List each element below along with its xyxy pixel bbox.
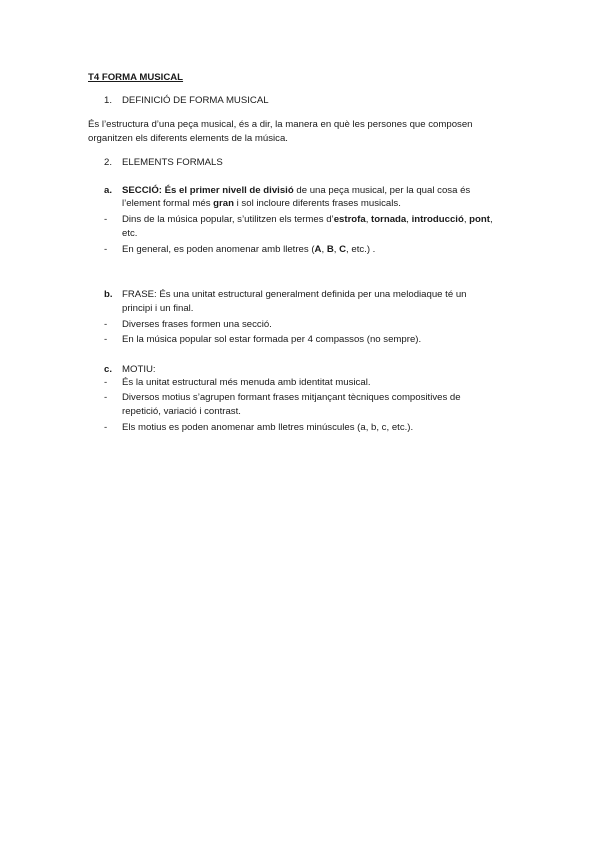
- item-a-bullet2-p3: ,: [333, 244, 340, 255]
- item-c-bullet1: És la unitat estructural més menuda amb identitat musical.: [122, 377, 371, 388]
- item-b-bullet1-dash: -: [104, 319, 108, 330]
- section2-heading: ELEMENTS FORMALS: [122, 157, 223, 168]
- item-a-bullet1-b1: estrofa: [333, 214, 366, 225]
- item-a-l2-p1: l’element formal més: [122, 198, 214, 209]
- item-a-bullet2-p2: ,: [321, 244, 327, 255]
- item-a-bullet1-b4: pont: [469, 214, 490, 225]
- item-a-line2: [122, 198, 401, 210]
- item-c-bullet2: Diversos motius s’agrupen formant frases mitjançant tècniques compositives de: [122, 392, 461, 403]
- item-c-bullet1-dash: -: [104, 377, 108, 388]
- item-b-line1: FRASE: És una unitat estructural generalment definida per una melodiaque té un: [122, 289, 467, 300]
- item-a-marker: a.: [104, 185, 113, 196]
- item-a-bullet2-b3: C: [339, 244, 347, 255]
- item-a-bullet1-p3: ,: [406, 214, 412, 225]
- item-a-bullet2-b2: B: [326, 244, 334, 255]
- item-a-bullet2-b1: A: [314, 244, 322, 255]
- item-a-bullet1-p1: Dins de la música popular, s’utilitzen els termes d’: [122, 214, 334, 225]
- item-c-marker: c.: [104, 364, 113, 375]
- section1-paragraph-line2: organitzen els diferents elements de la música.: [88, 133, 288, 144]
- item-a-l1-p2: de una peça musical, per la qual cosa és: [293, 185, 471, 196]
- item-a-l2-bold: gran: [213, 198, 234, 209]
- section1-heading: DEFINICIÓ DE FORMA MUSICAL: [122, 95, 269, 106]
- item-a-bullet1-b3: introducció: [411, 214, 464, 225]
- item-c-label: MOTIU:: [122, 364, 156, 375]
- item-c-bullet2-cont: repetició, variació i contrast.: [122, 406, 241, 417]
- item-a-bullet1-p2: ,: [365, 214, 372, 225]
- item-a-bullet2: [122, 244, 375, 256]
- item-a-l1-bold: primer nivell de divisió: [189, 185, 294, 196]
- item-a-bullet2-dash: -: [104, 244, 108, 255]
- item-a-bullet2-p4: , etc.) .: [346, 244, 376, 255]
- item-b-bullet1: Diverses frases formen una secció.: [122, 319, 272, 330]
- item-a-l1-p1: És el: [161, 185, 190, 196]
- item-a-bullet1-p5: ,: [489, 214, 493, 225]
- item-b-bullet2-dash: -: [104, 334, 108, 345]
- item-a-bullet1: [122, 214, 493, 226]
- item-c-bullet3-dash: -: [104, 422, 108, 433]
- section2-number: 2.: [104, 157, 113, 168]
- item-a-label: SECCIÓ:: [122, 185, 162, 196]
- item-a-l2-p2: i sol incloure diferents frases musicals.: [233, 198, 401, 209]
- section1-paragraph-line1: És l’estructura d’una peça musical, és a dir, la manera en què les persones que composen: [88, 119, 473, 130]
- item-a-bullet1-p4: ,: [463, 214, 470, 225]
- item-a-bullet1-b2: tornada: [371, 214, 407, 225]
- item-b-bullet2: En la música popular sol estar formada per 4 compassos (no sempre).: [122, 334, 422, 345]
- item-c-bullet3: Els motius es poden anomenar amb lletres minúscules (a, b, c, etc.).: [122, 422, 414, 433]
- item-a-bullet1-dash: -: [104, 214, 108, 225]
- item-c-bullet2-dash: -: [104, 392, 108, 403]
- section1-number: 1.: [104, 95, 113, 106]
- item-b-marker: b.: [104, 289, 113, 300]
- item-b-line2: principi i un final.: [122, 303, 194, 314]
- item-a-line1: [122, 185, 470, 197]
- item-a-bullet1-cont: etc.: [122, 228, 138, 239]
- item-a-bullet2-p1: En general, es poden anomenar amb lletres (: [122, 244, 315, 255]
- document-title: T4 FORMA MUSICAL: [88, 72, 184, 83]
